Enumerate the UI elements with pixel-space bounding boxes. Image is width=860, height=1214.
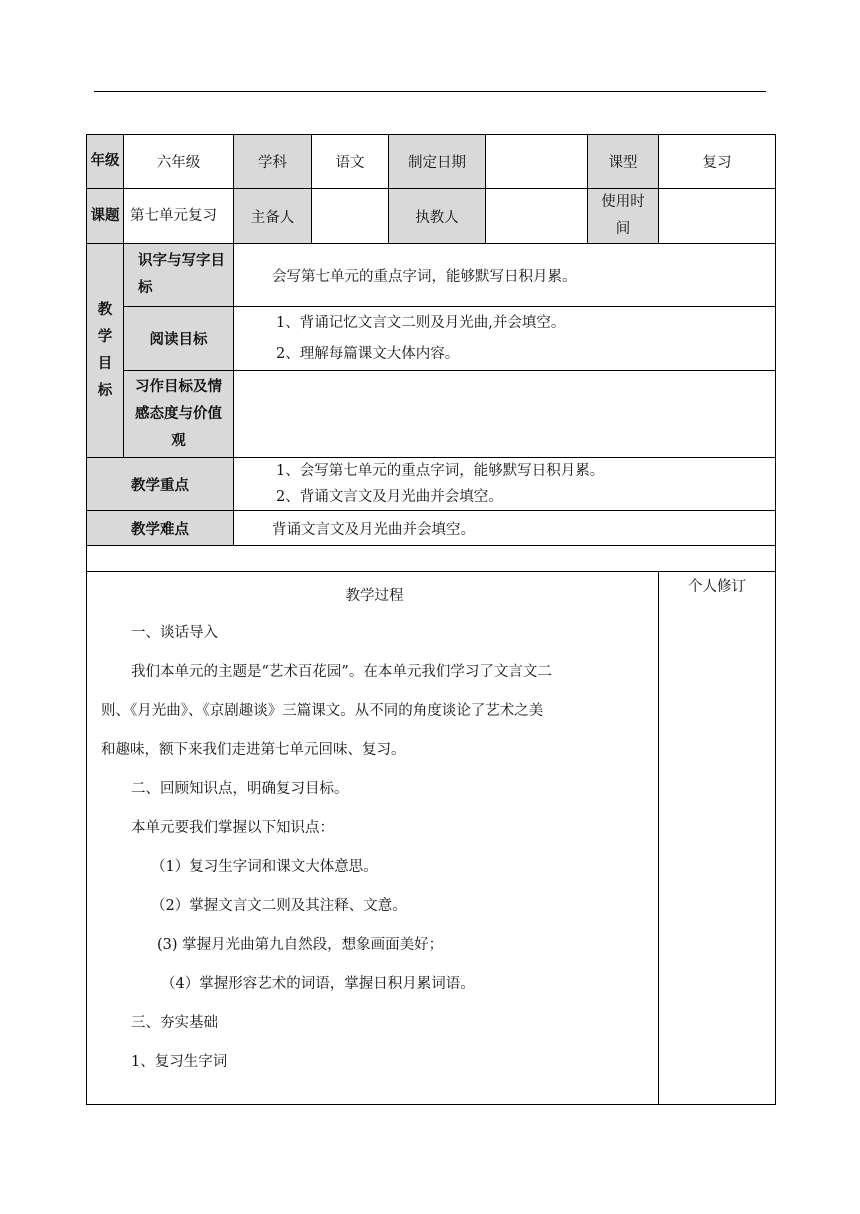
key-points-label: 教学重点: [87, 458, 234, 511]
teacher-label: 执教人: [389, 189, 486, 244]
subject-value: 语文: [312, 135, 389, 189]
preparer-value: [312, 189, 389, 244]
writing-goal-label: 习作目标及情感态度与价值观: [124, 371, 234, 458]
knowledge-point: （1）复习生字词和课文大体意思。: [151, 859, 378, 875]
row-writing-goal: [87, 371, 776, 458]
difficult-points-label: 教学难点: [87, 511, 234, 546]
process-title: 教学过程: [345, 588, 404, 604]
section-1-paragraph-line: 我们本单元的主题是“艺术百花园”。在本单元我们学习了文言文二: [131, 664, 552, 680]
subject-label: 学科: [234, 135, 312, 189]
section-1-paragraph-line: 则、《月光曲》、《京剧趣谈》三篇课文。从不同的角度谈论了艺术之美: [101, 703, 544, 719]
type-value: 复习: [659, 135, 776, 189]
type-label: 课型: [588, 135, 659, 189]
row-topic: [87, 189, 776, 244]
preparer-label: 主备人: [234, 189, 312, 244]
section-1-paragraph-line: 和趣味，额下来我们走进第七单元回味、复习。: [101, 742, 406, 758]
grade-value: 六年级: [124, 135, 234, 189]
spacer-cell: [87, 546, 776, 572]
reading-goal-item: 2、理解每篇课文大体内容。: [276, 345, 460, 362]
knowledge-point: (3) 掌握月光曲第九自然段，想象画面美好；: [157, 937, 444, 953]
section-2-intro: 本单元要我们掌握以下知识点：: [131, 820, 334, 836]
row-grade: [87, 135, 776, 189]
literacy-goal-text: 会写第七单元的重点字词，能够默写日积月累。: [234, 244, 776, 307]
key-point-item: 1、会写第七单元的重点字词，能够默写日积月累。: [276, 463, 605, 479]
section-2-heading: 二、回顾知识点，明确复习目标。: [131, 781, 349, 797]
usetime-label: 使用时间: [588, 189, 659, 244]
goals-section-label: 教学目标: [87, 244, 124, 458]
reading-goal-label: 阅读目标: [124, 307, 234, 371]
header-rule: [94, 91, 766, 92]
row-spacer: [87, 546, 776, 572]
row-difficult-points: [87, 511, 776, 546]
key-points-list: [234, 458, 776, 511]
section-3-item: 1、复习生字词: [131, 1054, 228, 1070]
teacher-value: [486, 189, 588, 244]
date-label: 制定日期: [389, 135, 486, 189]
topic-value: 第七单元复习: [124, 189, 234, 244]
literacy-goal-label: 识字与写字目标: [124, 244, 234, 307]
reading-goal-item: 1、背诵记忆文言文二则及月光曲,并会填空。: [276, 314, 566, 331]
process-cell: [87, 572, 659, 1105]
knowledge-point: （2）掌握文言文二则及其注释、文意。: [151, 898, 407, 914]
row-key-points: [87, 458, 776, 511]
personal-notes-column: 个人修订: [659, 572, 776, 1105]
section-1-heading: 一、谈话导入: [131, 625, 218, 641]
writing-goal-text: [234, 371, 776, 458]
difficult-points-text: 背诵文言文及月光曲并会填空。: [234, 511, 776, 546]
reading-goal-list: [234, 307, 776, 371]
grade-label: 年级: [87, 135, 124, 189]
topic-label: 课题: [87, 189, 124, 244]
lesson-plan-table: [86, 134, 776, 1105]
date-value: [486, 135, 588, 189]
row-reading-goal: [87, 307, 776, 371]
key-point-item: 2、背诵文言文及月光曲并会填空。: [276, 489, 503, 505]
knowledge-point: （4）掌握形容艺术的词语，掌握日积月累词语。: [161, 976, 475, 992]
row-literacy-goal: [87, 244, 776, 307]
section-3-heading: 三、夯实基础: [131, 1015, 218, 1031]
row-process: [87, 572, 776, 1105]
usetime-value: [659, 189, 776, 244]
